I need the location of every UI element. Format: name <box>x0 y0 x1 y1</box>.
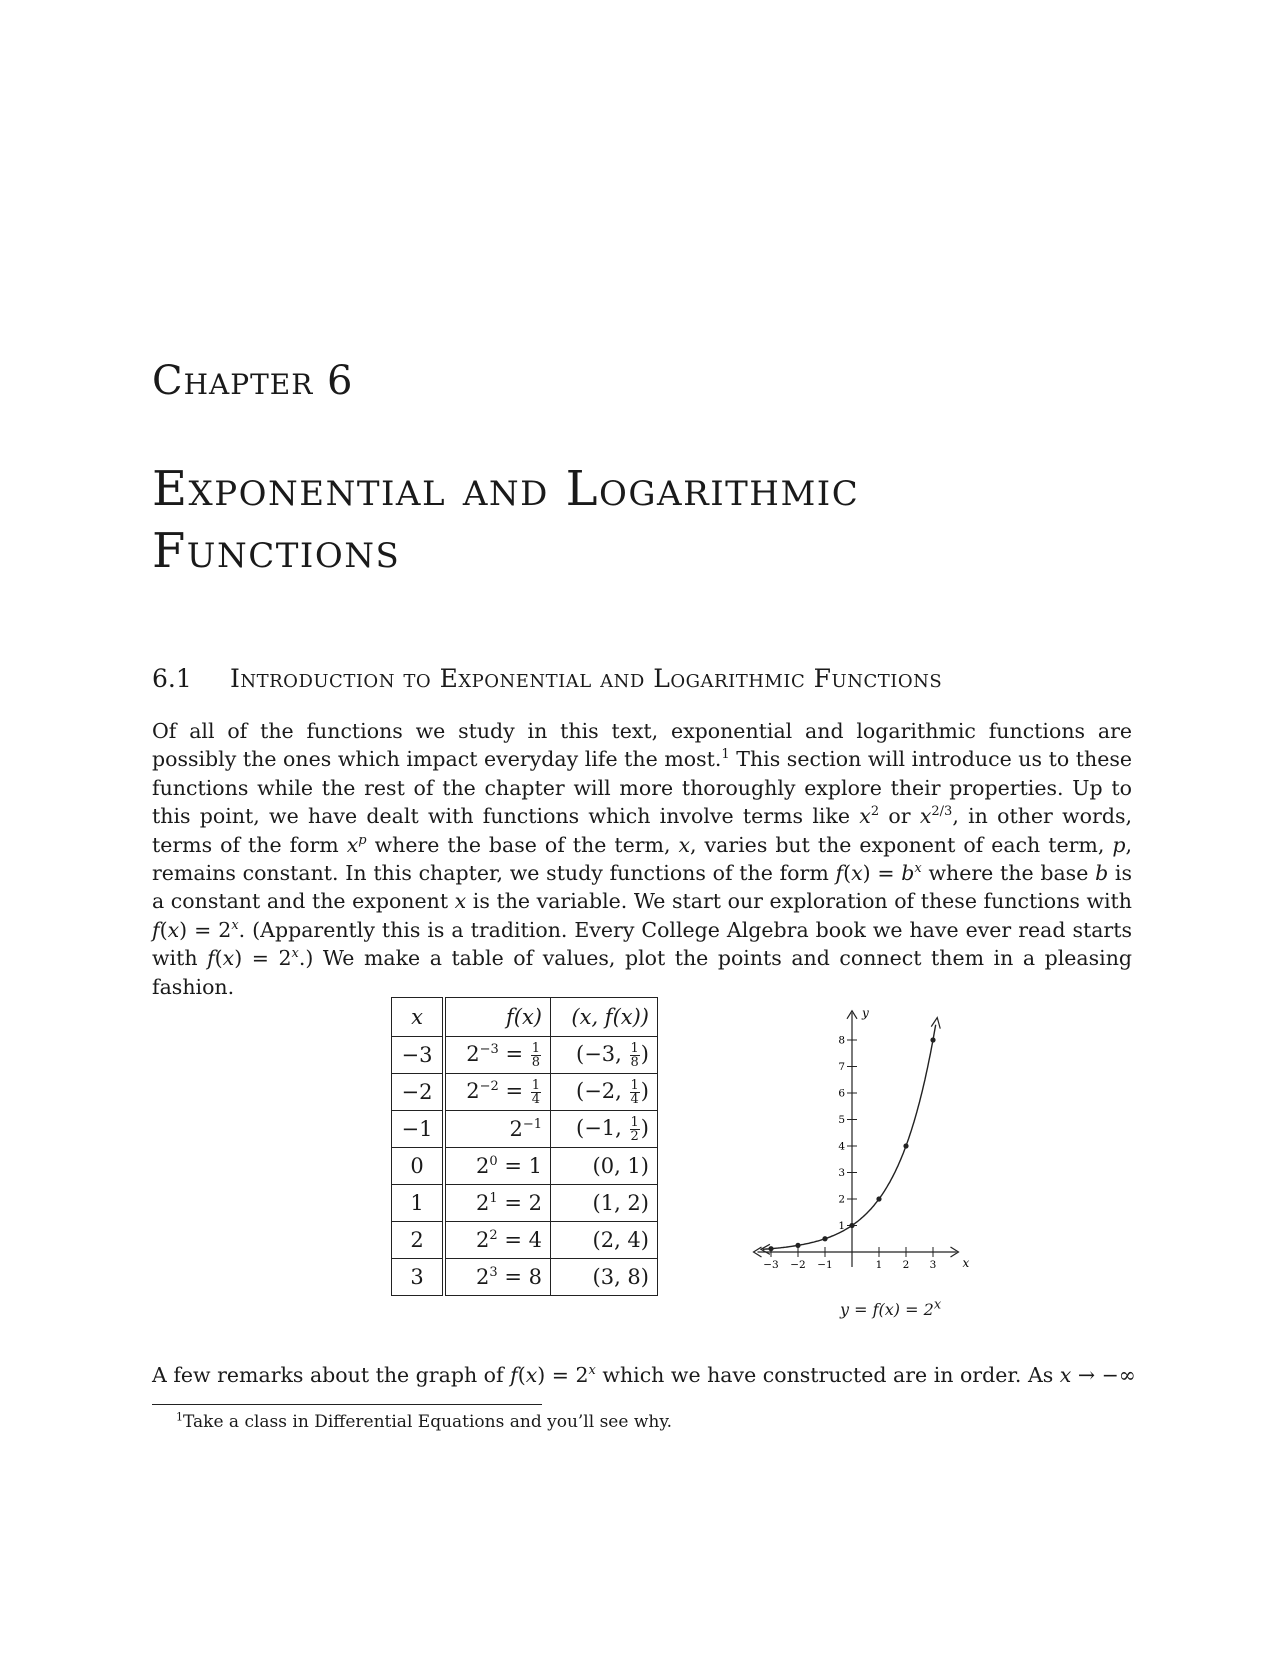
graph-svg <box>740 1005 990 1295</box>
section-title: Introduction to Exponential and Logarithmic Functions <box>230 664 943 693</box>
data-point <box>795 1243 800 1248</box>
table-cell-point: (−1, $\frac{1}{2}$ ) <box>551 1111 658 1148</box>
data-point <box>849 1223 854 1228</box>
y-tick-label: 7 <box>838 1061 845 1073</box>
table-header-fx: f(x) <box>444 998 551 1037</box>
table-header-point: (x, f(x)) <box>551 998 658 1037</box>
data-point <box>768 1246 773 1251</box>
table-cell-x: −2 <box>392 1074 445 1111</box>
x-tick-label: −1 <box>817 1259 833 1271</box>
table-cell-x: 0 <box>392 1148 445 1185</box>
table-cell-fx: $2^{-3}$ = $\frac{1}{8}$ <box>444 1037 551 1074</box>
table-cell-point: (−2, $\frac{1}{4}$ ) <box>551 1074 658 1111</box>
chapter-label: Chapter 6 <box>152 358 354 404</box>
y-axis-label: y <box>862 1005 869 1020</box>
x-tick-label: 3 <box>929 1259 937 1271</box>
table-row <box>392 1259 658 1296</box>
intro-text: is the variable. We start our exploration of these functions with <box>466 889 1132 914</box>
x-tick-label: 1 <box>875 1259 883 1271</box>
table-cell-x: 1 <box>392 1185 445 1222</box>
table-header-row <box>392 998 658 1037</box>
table-cell-fx: $2^2 = 4$ <box>444 1222 551 1259</box>
table-cell-point: (3, 8) <box>551 1259 658 1296</box>
table-cell-fx: $2^0 = 1$ <box>444 1148 551 1185</box>
y-tick-label: 4 <box>838 1140 845 1153</box>
y-tick-label: 6 <box>838 1087 845 1100</box>
y-tick-label: 1 <box>838 1220 845 1232</box>
intro-text: , varies but the exponent of each term, <box>690 832 1113 857</box>
table-cell-fx: $2^{-1}$ <box>444 1111 551 1148</box>
intro-text: . (Apparently this is a tradition. Every College Algebra book we have ever read starts with <box>152 917 1132 971</box>
chapter-title-line2: Functions <box>152 523 401 579</box>
remark-text: A few remarks about the graph of <box>152 1363 511 1387</box>
values-table <box>391 997 658 1296</box>
remark-text: which we have constructed are in order. As <box>595 1363 1060 1387</box>
intro-text: , remains constant. In this chapter, we study functions of the form <box>152 832 1132 886</box>
y-tick-label: 5 <box>838 1114 845 1126</box>
intro-text: where the base <box>921 861 1096 886</box>
intro-paragraph: Of all of the functions we study in this text, exponential and logarithmic functions are possibly the ones which impact everyday life the most.$^1$ This section will introduce us to these functions while the rest of the chapter will more thoroughly explore their properties. Up to this point, we have dealt with functions which involve terms like $x^2$ or $x^{2/3}$, in other words, terms of the form $x^p$ where the base of the term, x, varies but the exponent of each term, p, remains constant. In this chapter, we study functions of the form $f(x) = b^x$ where the base b is a constant and the exponent x is the variable. We start our exploration of these functions with $f(x) = 2^x$. (Apparently this is a tradition. Every College Algebra book we have ever read starts with $f(x) = 2^x$.) We make a table of values, plot the points and connect them in a pleasing fashion. <box>152 719 1133 999</box>
table-row <box>392 1037 658 1074</box>
data-point <box>876 1196 881 1201</box>
footnote-text: Take a class in Differential Equations and you’ll see why. <box>183 1412 673 1432</box>
intro-text: Of all of the functions we study in this text, exponential and logarithmic functions are possibly the ones which impact everyday life the most. <box>152 719 1132 772</box>
table-row <box>392 1148 658 1185</box>
footnote-marker[interactable]: 1 <box>721 747 730 763</box>
footnote-number: 1 <box>176 1410 183 1424</box>
footnote <box>176 1412 672 1432</box>
y-tick-label: 2 <box>838 1193 845 1206</box>
x-axis-label: x <box>962 1256 970 1270</box>
data-point <box>903 1143 908 1148</box>
table-cell-fx: $2^{-2}$ = $\frac{1}{4}$ <box>444 1074 551 1111</box>
section-number: 6.1 <box>152 664 192 693</box>
table-row <box>392 1074 658 1111</box>
chapter-title-line1: Exponential and Logarithmic <box>152 461 860 517</box>
intro-text: .) We make a table of values, plot the points and connect them in a pleasing fashion. <box>152 946 1133 999</box>
x-tick-label: −2 <box>790 1259 806 1271</box>
function-curve <box>763 1025 936 1250</box>
data-point <box>822 1236 827 1241</box>
graph-caption: $y = f(x) = 2^x$ <box>840 1297 942 1319</box>
table-cell-fx: $2^3 = 8$ <box>444 1259 551 1296</box>
table-header-x: x <box>392 998 445 1037</box>
table-cell-point: (−3, $\frac{1}{8}$ ) <box>551 1037 658 1074</box>
table-cell-x: 3 <box>392 1259 445 1296</box>
y-tick-label: 8 <box>838 1034 845 1047</box>
table-cell-x: 2 <box>392 1222 445 1259</box>
intro-text: , in other words, terms of the form <box>152 804 1132 857</box>
x-tick-label: 2 <box>902 1259 910 1271</box>
exponential-graph <box>740 1005 990 1325</box>
intro-text: is a constant and the exponent <box>152 861 1132 914</box>
table-cell-point: (1, 2) <box>551 1185 658 1222</box>
table-cell-x: −3 <box>392 1037 445 1074</box>
footnote-rule <box>152 1404 542 1405</box>
table-cell-point: (0, 1) <box>551 1148 658 1185</box>
intro-text: where the base of the term, <box>366 832 679 857</box>
y-tick-label: 3 <box>838 1167 845 1179</box>
chapter-title <box>152 458 1052 582</box>
remark-paragraph: A few remarks about the graph of $f(x) = 2^x$ which we have constructed are in order. As x → −∞ <box>152 1363 1136 1387</box>
intro-text: This section will introduce us to these functions while the rest of the chapter will more thoroughly explore their properties. Up to this point, we have dealt with functions which involve terms like <box>152 747 1132 829</box>
table-cell-x: −1 <box>392 1111 445 1148</box>
table-row <box>392 1111 658 1148</box>
table-cell-point: (2, 4) <box>551 1222 658 1259</box>
table-row <box>392 1222 658 1259</box>
x-tick-label: −3 <box>763 1259 779 1271</box>
table-row <box>392 1185 658 1222</box>
section-heading <box>152 664 1142 693</box>
table-cell-fx: $2^1 = 2$ <box>444 1185 551 1222</box>
data-point <box>930 1037 935 1042</box>
